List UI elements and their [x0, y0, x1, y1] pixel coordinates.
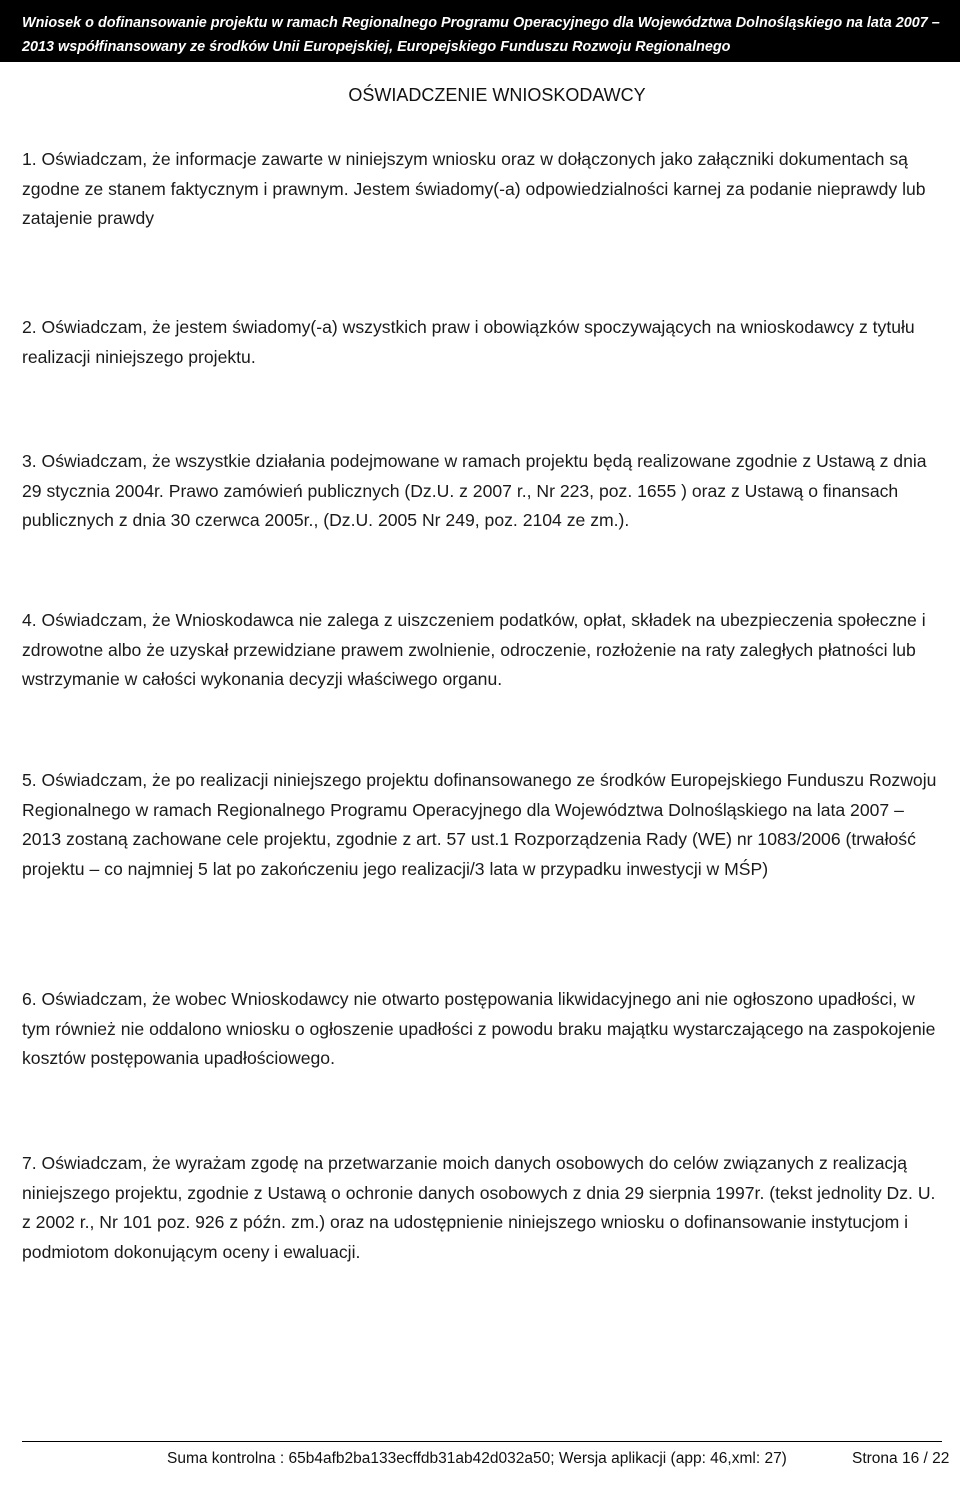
statement-6: 6. Oświadczam, że wobec Wnioskodawcy nie otwarto postępowania likwidacyjnego ani nie ogłoszono upadłości, w tym również nie oddalono wniosku o ogłoszenie upadłości z powodu braku majątku wystarczającego na zaspokojenie kosztów postępowania upadłościowego.: [22, 989, 936, 1068]
statement-1: 1. Oświadczam, że informacje zawarte w niniejszym wniosku oraz w dołączonych jako załączniki dokumentach są zgodne ze stanem faktycznym i prawnym. Jestem świadomy(-a) odpowiedzialności karnej za podanie nieprawdy lub zatajenie prawdy: [22, 149, 926, 228]
footer-checksum: Suma kontrolna : 65b4afb2ba133ecffdb31ab42d032a50; Wersja aplikacji (app: 46,xml: 27): [167, 1450, 787, 1467]
statement-3: 3. Oświadczam, że wszystkie działania podejmowane w ramach projektu będą realizowane zgodnie z Ustawą z dnia 29 stycznia 2004r. Prawo zamówień publicznych (Dz.U. z 2007 r., Nr 223, poz. 1655 ) oraz z Ustawą o finansach publicznych z dnia 30 czerwca 2005r., (Dz.U. 2005 Nr 249, poz. 2104 ze zm.).: [22, 451, 927, 530]
footer-page-number: Strona 16 / 22: [852, 1450, 950, 1467]
page-title-container: [0, 83, 960, 107]
document-header: [0, 0, 960, 62]
statement-2: 2. Oświadczam, że jestem świadomy(-a) wszystkich praw i obowiązków spoczywających na wnioskodawcy z tytułu realizacji niniejszego projektu.: [22, 317, 915, 367]
statement-5: 5. Oświadczam, że po realizacji niniejszego projektu dofinansowanego ze środków Europejskiego Funduszu Rozwoju Regionalnego w ramach Regionalnego Programu Operacyjnego dla Województwa Dolnośląskiego na lata 2007 – 2013 zostaną zachowane cele projektu, zgodnie z art. 57 ust.1 Rozporządzenia Rady (WE) nr 1083/2006 (trwałość projektu – co najmniej 5 lat po zakończeniu jego realizacji/3 lata w przypadku inwestycji w MŚP): [22, 770, 937, 879]
header-line-1: Wniosek o dofinansowanie projektu w ramach Regionalnego Programu Operacyjnego dla Województwa Dolnośląskiego na lata 2007 –: [22, 15, 940, 31]
footer-divider: [22, 1441, 942, 1442]
statement-7: 7. Oświadczam, że wyrażam zgodę na przetwarzanie moich danych osobowych do celów związanych z realizacją niniejszego projektu, zgodnie z Ustawą o ochronie danych osobowych z dnia 29 sierpnia 1997r. (tekst jednolity Dz. U. z 2002 r., Nr 101 poz. 926 z późn. zm.) oraz na udostępnienie niniejszego wniosku o dofinansowanie instytucjom i podmiotom dokonującym oceny i ewaluacji.: [22, 1153, 936, 1262]
statement-4: 4. Oświadczam, że Wnioskodawca nie zalega z uiszczeniem podatków, opłat, składek na ubezpieczenia społeczne i zdrowotne albo że uzyskał przewidziane prawem zwolnienie, odroczenie, rozłożenie na raty zaległych płatności lub wstrzymanie w całości wykonania decyzji właściwego organu.: [22, 610, 926, 689]
page-title: OŚWIADCZENIE WNIOSKODAWCY: [348, 85, 646, 105]
header-line-2: 2013 współfinansowany ze środków Unii Europejskiej, Europejskiego Funduszu Rozwoju Regionalnego: [22, 39, 731, 55]
